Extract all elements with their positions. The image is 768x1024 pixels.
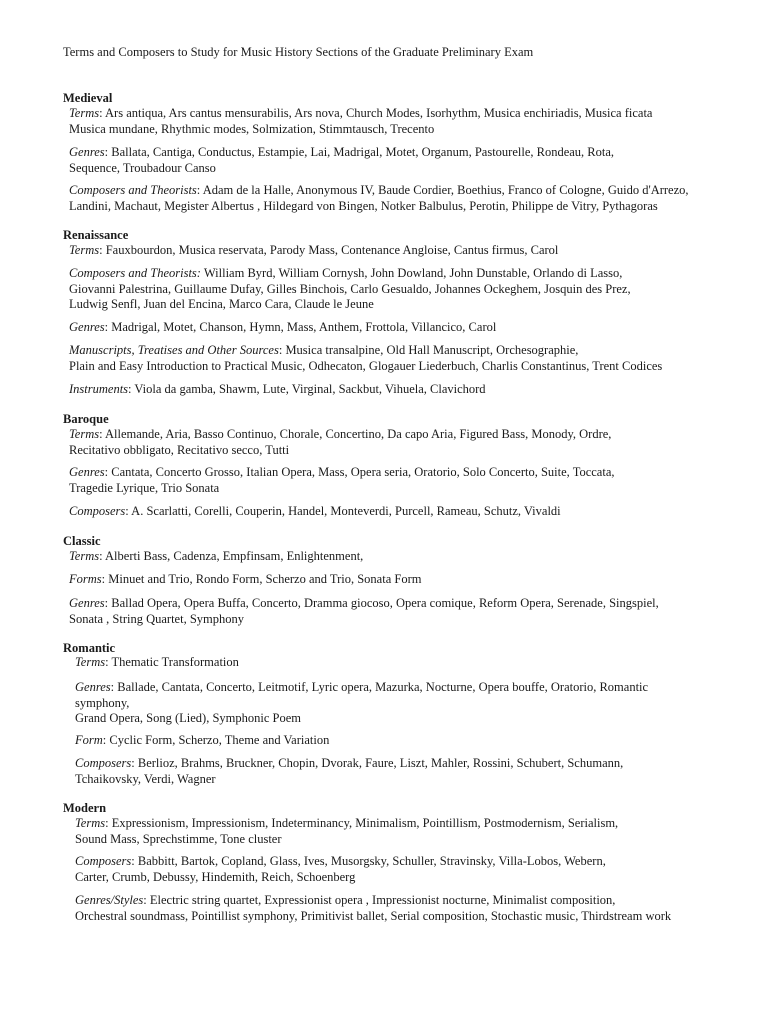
block-text: : Allemande, Aria, Basso Continuo, Chorale, Concertino, Da capo Aria, Figured Bass, Monody, Ordre, [99,427,612,441]
block-text: Landini, Machaut, Megister Albertus , Hildegard von Bingen, Notker Balbulus, Perotin, Philippe de Vitry, Pythagoras [69,198,658,213]
era-heading-medieval: Medieval [63,91,113,105]
classic-genres [69,596,659,627]
era-heading-classic: Classic [63,534,101,548]
page-title: Terms and Composers to Study for Music History Sections of the Graduate Preliminary Exam [63,45,534,59]
block-label: Terms [75,816,106,830]
medieval-composers [69,183,689,214]
block-text: Sonata , String Quartet, Symphony [69,611,244,626]
romantic-composers [75,756,623,787]
block-text: Grand Opera, Song (Lied), Symphonic Poem [75,711,302,725]
block-text: : Expressionism, Impressionism, Indeterminancy, Minimalism, Pointillism, Postmodernism, Serialism, [105,816,619,830]
block-text: : Ars antiqua, Ars cantus mensurabilis, Ars nova, Church Modes, Isorhythm, Musica enchiriadis, Musica ficata [99,106,653,120]
renaissance-instruments [69,382,486,398]
block-label: Composers and Theorists [69,183,197,197]
era-heading-renaissance: Renaissance [63,228,129,242]
block-text: Plain and Easy Introduction to Practical Music, Odhecaton, Glogauer Liederbuch, Charlis Constantinus, Trent Codices [69,358,663,373]
block-text: : Thematic Transformation [105,655,239,669]
block-label: Composers [69,504,126,518]
block-text: Tchaikovsky, Verdi, Wagner [75,771,216,786]
block-text: Carter, Crumb, Debussy, Hindemith, Reich, Schoenberg [75,869,356,884]
block-text: Orchestral soundmass, Pointillist symphony, Primitivist ballet, Serial composition, Stochastic music, Thirdstream work [75,908,672,923]
classic-forms [69,572,421,588]
renaissance-terms [69,243,558,259]
block-text: : Cyclic Form, Scherzo, Theme and Variation [102,733,330,747]
era-heading-romantic: Romantic [63,641,116,655]
block-text: Sound Mass, Sprechstimme, Tone cluster [75,831,282,846]
block-text: Giovanni Palestrina, Guillaume Dufay, Gilles Binchois, Carlo Gesualdo, Johannes Ockeghem, Josquin des Prez, [69,281,631,296]
modern-terms [75,816,618,847]
block-label: Genres [69,320,105,334]
block-label: Terms [69,549,100,563]
baroque-genres [69,465,615,496]
block-label: Terms [75,655,106,669]
block-label: Instruments [69,382,129,396]
block-text: : Musica transalpine, Old Hall Manuscript, Orchesographie, [278,343,579,357]
baroque-terms [69,427,611,458]
block-text: : Alberti Bass, Cadenza, Empfinsam, Enlightenment, [99,549,364,563]
classic-terms [69,549,363,565]
block-text: : Ballad Opera, Opera Buffa, Concerto, Dramma giocoso, Opera comique, Reform Opera, Serenade, Singspiel, [104,596,659,610]
baroque-composers [69,504,561,520]
block-label: Terms [69,243,100,257]
era-heading-modern: Modern [63,801,107,815]
block-text: : Electric string quartet, Expressionist opera , Impressionist nocturne, Minimalist composition, [143,893,616,907]
block-text: Ludwig Senfl, Juan del Encina, Marco Cara, Claude le Jeune [69,297,374,311]
block-label: Composers and Theorists: [69,266,201,280]
era-heading-baroque: Baroque [63,412,109,426]
block-label: Terms [69,427,100,441]
medieval-terms [69,106,652,137]
block-text: : Madrigal, Motet, Chanson, Hymn, Mass, Anthem, Frottola, Villancico, Carol [104,320,497,334]
block-text: Sequence, Troubadour Canso [69,160,216,175]
block-text: : Minuet and Trio, Rondo Form, Scherzo and Trio, Sonata Form [101,572,422,586]
block-label: Composers [75,854,132,868]
block-text: : Fauxbourdon, Musica reservata, Parody Mass, Contenance Angloise, Cantus firmus, Carol [99,243,559,257]
block-text: : Adam de la Halle, Anonymous IV, Baude Cordier, Boethius, Franco of Cologne, Guido d'Arrezo, [196,183,689,197]
block-text: : Viola da gamba, Shawm, Lute, Virginal, Sackbut, Vihuela, Clavichord [128,382,486,396]
block-text: : Ballata, Cantiga, Conductus, Estampie, Lai, Madrigal, Motet, Organum, Pastourelle, Rondeau, Rota, [104,145,615,159]
block-label: Composers [75,756,132,770]
medieval-genres [69,145,614,176]
block-text: : Berlioz, Brahms, Bruckner, Chopin, Dvorak, Faure, Liszt, Mahler, Rossini, Schubert, Schumann, [131,756,624,770]
block-text: symphony, [75,695,130,710]
block-label: Genres [69,465,105,479]
modern-genres-styles [75,893,671,924]
block-label: Forms [69,572,102,586]
modern-composers [75,854,606,885]
renaissance-genres [69,320,496,336]
block-text: : Ballade, Cantata, Concerto, Leitmotif, Lyric opera, Mazurka, Nocturne, Opera bouffe, Oratorio, Romantic [110,680,649,694]
block-text: : A. Scarlatti, Corelli, Couperin, Handel, Monteverdi, Purcell, Rameau, Schutz, Vivaldi [125,504,561,518]
renaissance-sources [69,343,662,374]
block-label: Genres [69,145,105,159]
block-label: Terms [69,106,100,120]
block-label: Manuscripts, Treatises and Other Sources [69,343,279,357]
renaissance-composers [69,266,631,313]
block-label: Genres [69,596,105,610]
romantic-genres [75,680,648,727]
block-text: Recitativo obbligato, Recitativo secco, Tutti [69,442,290,457]
block-label: Genres [75,680,111,694]
block-text: Tragedie Lyrique, Trio Sonata [69,480,220,495]
block-text: Musica mundane, Rhythmic modes, Solmization, Stimmtausch, Trecento [69,121,435,136]
romantic-terms [75,655,239,671]
block-text: : Babbitt, Bartok, Copland, Glass, Ives, Musorgsky, Schuller, Stravinsky, Villa-Lobos, Webern, [131,854,606,868]
block-label: Genres/Styles [75,893,144,907]
block-text: William Byrd, William Cornysh, John Dowland, John Dunstable, Orlando di Lasso, [200,266,623,280]
block-text: : Cantata, Concerto Grosso, Italian Opera, Mass, Opera seria, Oratorio, Solo Concerto, Suite, Toccata, [104,465,615,479]
romantic-form [75,733,329,749]
block-label: Form [75,733,103,747]
